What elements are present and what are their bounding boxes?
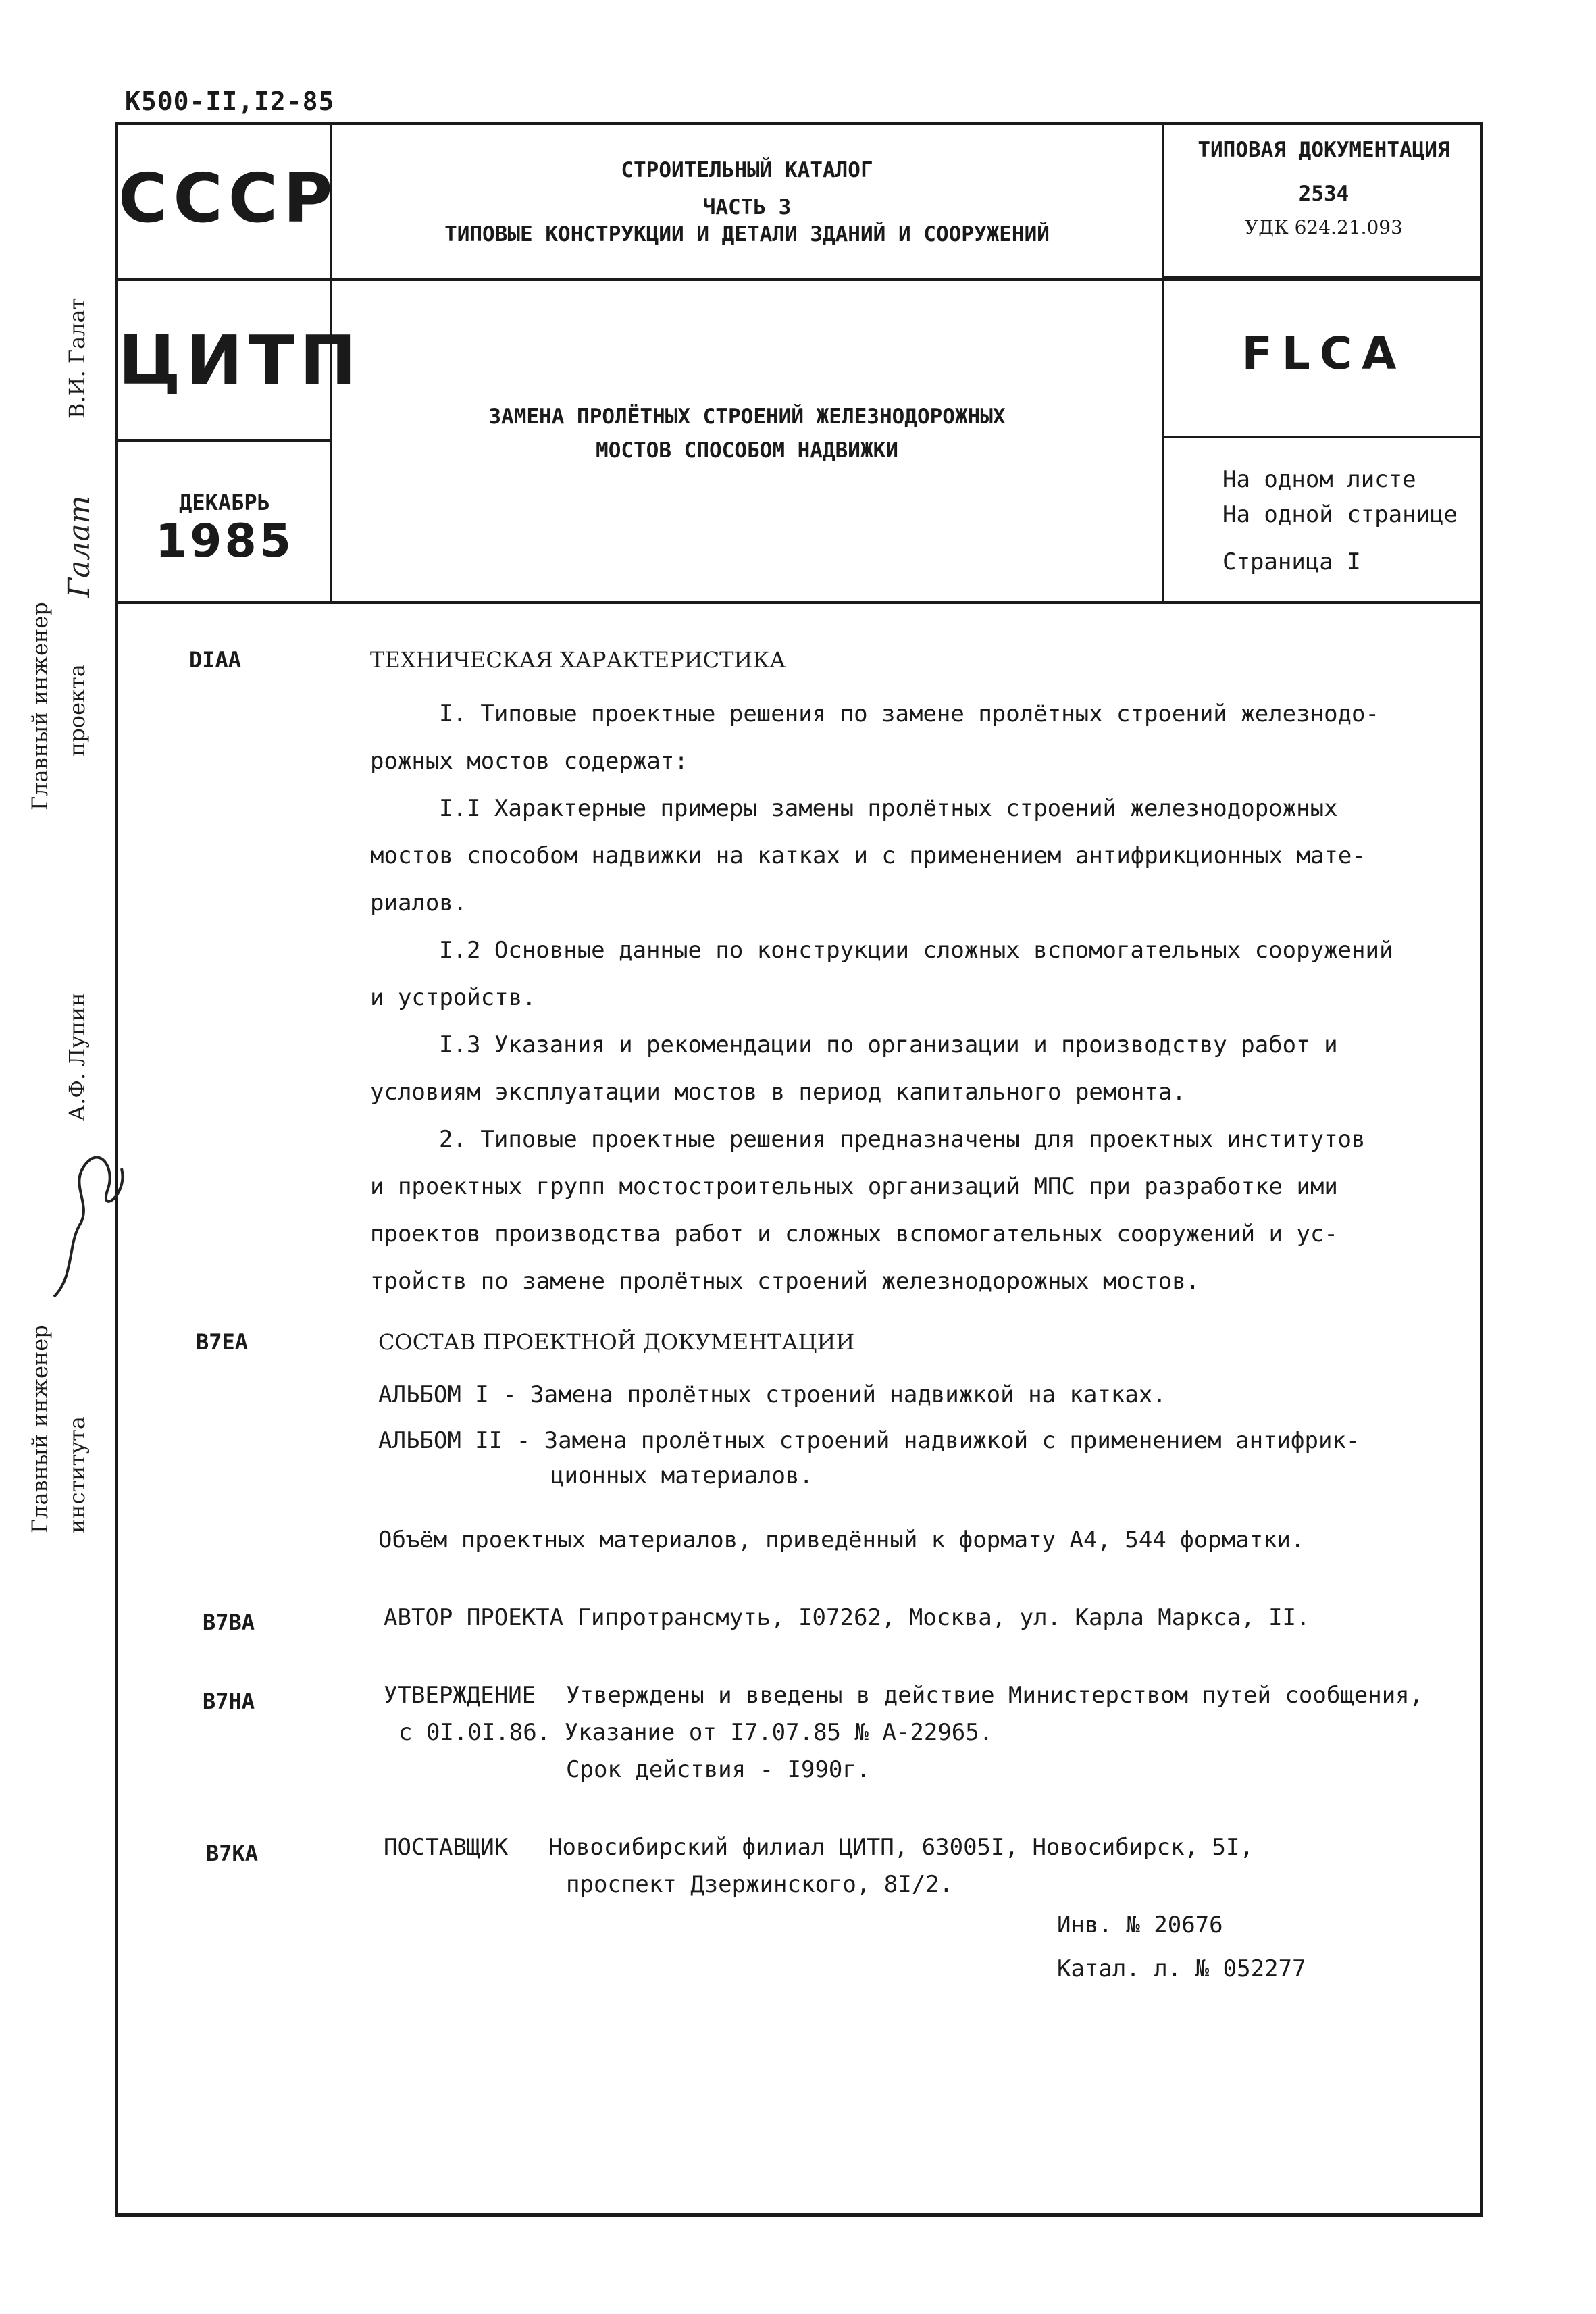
section-code-tech: DIAA xyxy=(189,647,242,673)
header-divider-1 xyxy=(115,278,1483,281)
doc-type: ТИПОВАЯ ДОКУМЕНТАЦИЯ xyxy=(1198,138,1450,162)
document-code: К500-II,I2-85 xyxy=(125,86,335,116)
approval-line-2: с 0I.0I.86. Указание от I7.07.85 № А-22965. xyxy=(398,1719,994,1746)
section-heading-composition: СОСТАВ ПРОЕКТНОЙ ДОКУМЕНТАЦИИ xyxy=(378,1329,855,1355)
section-code-composition: B7EA xyxy=(196,1329,249,1355)
volume-note: Объём проектных материалов, приведённый к формату А4, 544 форматки. xyxy=(378,1526,1305,1553)
album-2-line-1: АЛЬБОМ II - Замена пролётных строений надвижкой с применением антифрик- xyxy=(378,1427,1360,1454)
chief-institute-engineer-title-1: Главный инженер xyxy=(27,1325,53,1533)
document-title-line-1: ЗАМЕНА ПРОЛЁТНЫХ СТРОЕНИЙ ЖЕЛЕЗНОДОРОЖНЫХ xyxy=(488,405,1006,429)
tech-line: проектов производства работ и сложных вспомогательных сооружений и ус- xyxy=(370,1220,1338,1248)
chief-project-engineer-title-1: Главный инженер xyxy=(27,602,53,811)
page-number: Страница I xyxy=(1222,548,1361,575)
tech-line: риалов. xyxy=(370,890,467,917)
date-year: 1985 xyxy=(155,515,294,568)
tech-line: и проектных групп мостостроительных организаций МПС при разработке ими xyxy=(370,1173,1338,1200)
chief-project-engineer-name: В.И. Галат xyxy=(64,297,90,419)
approval-line-1: Утверждены и введены в действие Министерством путей сообщения, xyxy=(566,1682,1424,1709)
header-bottom-divider xyxy=(115,601,1483,604)
header-divider-right xyxy=(1164,276,1483,278)
header-divider-right-2 xyxy=(1164,436,1483,438)
tech-line: тройств по замене пролётных строений железнодорожных мостов. xyxy=(370,1268,1200,1295)
album-1: АЛЬБОМ I - Замена пролётных строений надвижкой на катках. xyxy=(378,1381,1166,1408)
sheets-count: На одном листе xyxy=(1222,466,1416,493)
tech-line: I.I Характерные примеры замены пролётных строений железнодорожных xyxy=(439,795,1338,822)
approval-line-3: Срок действия - I990г. xyxy=(566,1756,871,1783)
section-code-approval: B7HA xyxy=(203,1689,255,1714)
org-name: ЦИТП xyxy=(118,321,362,400)
header-divider-left-2 xyxy=(115,439,331,442)
tech-line: мостов способом надвижки на катках и с применением антифрикционных мате- xyxy=(370,842,1366,869)
tech-line: I. Типовые проектные решения по замене пролётных строений железнодо- xyxy=(439,700,1379,727)
chief-institute-engineer-name: А.Ф. Лупин xyxy=(64,992,90,1121)
catalog-line-3: ТИПОВЫЕ КОНСТРУКЦИИ И ДЕТАЛИ ЗДАНИЙ И СООРУЖЕНИЙ xyxy=(444,222,1050,247)
chief-institute-engineer-signature xyxy=(27,1141,135,1304)
tech-line: I.3 Указания и рекомендации по организации и производству работ и xyxy=(439,1031,1338,1058)
tech-text-block xyxy=(370,690,1464,1305)
org-country: СССР xyxy=(118,159,338,238)
supplier-line-1: Новосибирский филиал ЦИТП, 63005I, Новосибирск, 5I, xyxy=(548,1834,1254,1861)
approval-label: УТВЕРЖДЕНИЕ xyxy=(384,1682,536,1709)
catalog-sheet-number: Катал. л. № 052277 xyxy=(1057,1955,1306,1982)
section-code-supplier: B7KA xyxy=(206,1841,259,1866)
tech-line: 2. Типовые проектные решения предназначены для проектных институтов xyxy=(439,1126,1366,1153)
album-2-line-2: ционных материалов. xyxy=(550,1462,813,1489)
tech-line: и устройств. xyxy=(370,984,536,1011)
section-heading-tech: ТЕХНИЧЕСКАЯ ХАРАКТЕРИСТИКА xyxy=(370,647,786,673)
tech-line: рожных мостов содержат: xyxy=(370,748,688,775)
section-code-author: B7BA xyxy=(203,1610,255,1635)
chief-project-engineer-title-2: проекта xyxy=(64,664,90,756)
tech-line: I.2 Основные данные по конструкции сложных вспомогательных сооружений xyxy=(439,937,1393,964)
supplier-label: ПОСТАВЩИК xyxy=(384,1834,509,1861)
catalog-line-1: СТРОИТЕЛЬНЫЙ КАТАЛОГ xyxy=(621,158,873,182)
chief-project-engineer-signature: Галат xyxy=(62,495,97,598)
doc-number: 2534 xyxy=(1298,182,1349,206)
chief-institute-engineer-title-2: института xyxy=(64,1416,90,1533)
inventory-number: Инв. № 20676 xyxy=(1057,1911,1223,1938)
pages-count: На одной странице xyxy=(1222,501,1458,528)
udk-code: УДК 624.21.093 xyxy=(1245,216,1403,238)
supplier-line-2: проспект Дзержинского, 8I/2. xyxy=(566,1871,954,1898)
classification-code: FLCA xyxy=(1241,328,1406,380)
catalog-line-2: ЧАСТЬ 3 xyxy=(702,195,792,220)
document-title-line-2: МОСТОВ СПОСОБОМ НАДВИЖКИ xyxy=(596,438,898,463)
date-month: ДЕКАБРЬ xyxy=(179,490,270,515)
author-text: АВТОР ПРОЕКТА Гипротрансмуть, I07262, Москва, ул. Карла Маркса, II. xyxy=(384,1604,1310,1631)
tech-line: условиям эксплуатации мостов в период капитального ремонта. xyxy=(370,1079,1186,1106)
